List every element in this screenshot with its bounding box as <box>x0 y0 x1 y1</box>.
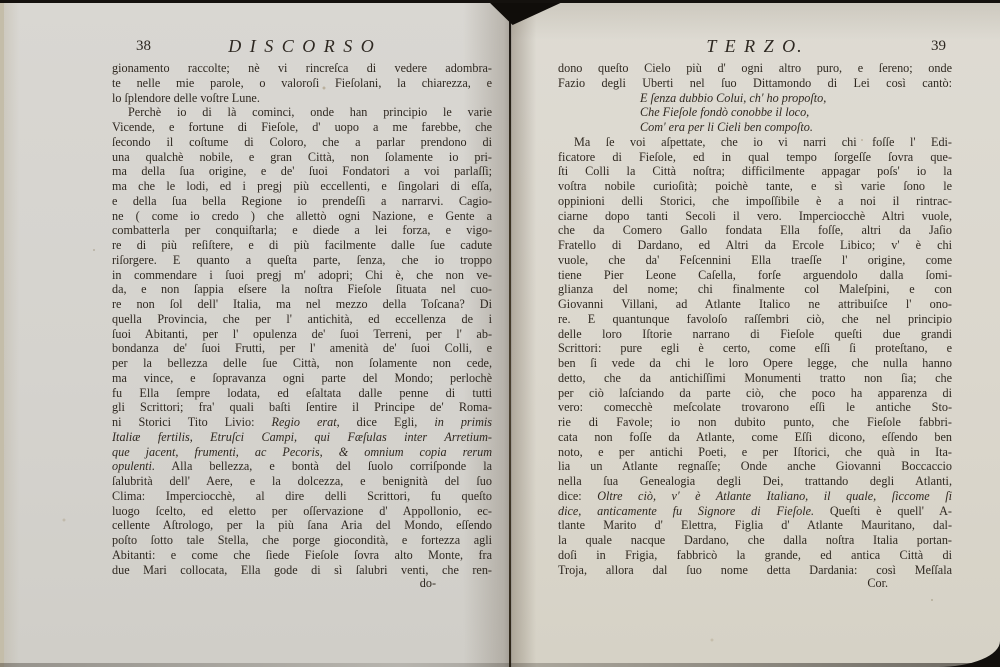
text-line: opulenti. Alla bellezza, e bontà del ſuolo corriſponde la <box>112 459 492 474</box>
text-line: gli Scrittori; fra' quali baſti ſentire il Principe de' Roma- <box>112 400 492 415</box>
catchword-right-row <box>558 576 952 592</box>
catchword-left-row <box>112 576 492 592</box>
text-line: ne ( come io credo ) che allettò ogni Nazione, e Gente a <box>112 208 492 223</box>
text-line: due Mari collocata, Ella gode di sì ſalubri venti, che ren- <box>112 562 492 577</box>
text-line: e della ſua bella Regione io prendeſſi a narrarvi. Cagio- <box>112 193 492 208</box>
text-line: Fratello di Dardano, ed Altri da Ercole Libico; v' è chi <box>558 238 952 252</box>
text-line: dice: Oltre ciò, v' è Atlante Italiano, il quale, ſiccome ſi <box>558 488 952 503</box>
text-line: fu Ella ſempre lodata, ed eſaltata dalle penne di tutti <box>112 385 492 400</box>
text-line: dice, anticamente fu Signore di Fieſole. Queſti è quell' A- <box>558 503 952 518</box>
text-line: glianza del nome; chi finalmente col Maleſpini, e con <box>558 282 952 297</box>
text-line: ma vince, e ſopravanza ogni parte del Mondo; perlochè <box>112 370 492 385</box>
text-line: per la bellezza delle ſue Città, non ſolamente non cede, <box>112 356 492 370</box>
text-line: Italiæ fertilis, Etruſci Campi, qui Fæſulas inter Arretium- <box>112 429 492 444</box>
text-line: ficatore di Fieſole, ed in qual tempo ſorgeſſe ſovra que- <box>558 149 952 164</box>
catchword-left: do- <box>419 576 436 590</box>
text-line: re non ſol dell' Italia, ma nel mezzo della Toſcana? Di <box>112 297 492 311</box>
text-line: Ma ſe voi aſpettate, che io vi narri chi foſſe l' Edi- <box>574 134 952 149</box>
text-line: cata non foſſe da Atlante, come Eſſi dicono, eſſendo ben <box>558 429 952 444</box>
catchword-right: Cor. <box>867 576 888 590</box>
text-line: delle loro Iſtorie narrano di Fieſole queſti due grandi <box>558 326 952 341</box>
text-line: rie di Favole; io non dubito punto, che Fieſole fabbri- <box>558 415 952 429</box>
text-line: Scrittori: pure egli è certo, come eſſi ſi proteſtano, e <box>558 341 952 356</box>
left-page-body <box>112 61 492 577</box>
left-page-header <box>112 36 492 58</box>
text-line: bondanza de' ſuoi Frutti, per l' amenità de' ſuoi Colli, e <box>112 341 492 356</box>
text-line: quella Provincia, che per l' antichità, ed eccellenza de i <box>112 311 492 326</box>
text-line: Clima: Imperciocchè, al dire delli Scrittori, fu queſto <box>112 488 492 503</box>
text-line: Giovanni Villani, ad Atlante Italico ne attribuiſce l' ono- <box>558 297 952 311</box>
text-line: vero: comecchè meſcolate trovarono eſſi le antiche Sto- <box>558 400 952 415</box>
text-line: in commendare i ſuoi pregj m' adopri; Chi è, che non ve- <box>112 267 492 282</box>
text-line: Fazio degli Uberti nel ſuo Dittamondo di Lei così cantò: <box>558 75 952 90</box>
text-line: Che Fieſole fondò conobbe il loco, <box>640 105 810 120</box>
text-line: noto, e per antichi Poeti, e per Iſtorici, che quà in Ita- <box>558 444 952 459</box>
text-line: detto, che da antichiſſimi Monumenti tratto non ſia; che <box>558 370 952 385</box>
page-number-left: 38 <box>136 38 151 54</box>
text-line: riſorgere. E quanto a queſta parte, ſenza, che io troppo <box>112 252 492 267</box>
text-line: lia un Atlante regnaſſe; Onde anche Giovanni Boccaccio <box>558 459 952 474</box>
text-line: ben ſi vede da chi le loro Opere legge, che nulla hanno <box>558 356 952 370</box>
text-line: Troja, allora dal ſuo nome detta Dardania: così Meſſala <box>558 562 952 577</box>
text-line: Perchè io di là cominci, onde han principio le varie <box>128 105 492 120</box>
text-line: cellente Aſtrologo, per la più ſana Aria del Mondo, eſſendo <box>112 518 492 533</box>
text-line: ſti Colli la Città noſtra; difficilmente appagar poſs' io la <box>558 164 952 179</box>
text-line: che da Comero Gallo fondata Ella foſſe, altri da Jaſio <box>558 223 952 238</box>
scan-top-edge <box>0 0 1000 3</box>
text-line: doſi in Frigia, fabbricò la grande, ed antica Città di <box>558 547 952 562</box>
text-line: la quale nacque Dardano, che dalla noſtra Italia portan- <box>558 533 952 547</box>
text-line: Abitanti: e come che ſiede Fieſole ſovra alto Monte, fra <box>112 547 492 562</box>
text-line: E ſenza dubbio Colui, ch' ho propoſto, <box>640 90 827 105</box>
text-line: una qualchè nobile, e gran Città, non ſolamente io pri- <box>112 149 492 164</box>
scan-bottom-edge <box>0 663 1000 667</box>
text-line: ciarne dopo tanti Secoli il vero. Imperciocchè Altri vuole, <box>558 208 952 223</box>
book-spine-crease <box>509 0 511 667</box>
page-number-right: 39 <box>931 38 946 54</box>
text-line: ma della ſua origine, e de' ſuoi Fondatori a voi parlaſſi; <box>112 164 492 179</box>
text-line: dono queſto Cielo più d' ogni altro puro, e ſereno; onde <box>558 61 952 75</box>
right-page-body <box>558 61 952 577</box>
text-line: gionamento raccolte; nè vi rincreſca di vedere adombra- <box>112 61 492 75</box>
right-page-header <box>558 36 952 58</box>
text-line: que jacent, frumenti, ac Pecoris, & omnium copia rerum <box>112 444 492 459</box>
text-line: per ciò laſciando da parte ciò, che poco ha apparenza di <box>558 385 952 400</box>
text-line: tlante Marito d' Elettra, Figlia d' Atlante Mauritano, dal- <box>558 518 952 533</box>
text-line: nella ſua Genealogia degli Dei, trattando degli Atlanti, <box>558 474 952 488</box>
text-line: ſuoi Abitanti, per l' opulenza de' ſuoi Terreni, per l' ab- <box>112 326 492 341</box>
text-line: tiene Pier Leone Caſella, forſe arguendolo dalla ſomi- <box>558 267 952 282</box>
text-line: Com' era per li Cieli ben compoſto. <box>640 120 813 134</box>
text-line: lo ſplendore delle voſtre Lune. <box>112 90 260 105</box>
text-line: ſecondo il coſtume di Coloro, che a parlar prendono di <box>112 134 492 149</box>
text-line: combatterla per conquiſtarla; e diede a lei forza, e vigo- <box>112 223 492 238</box>
text-line: da, e non ſappia eſsere la noſtra Fieſole ſituata nel cuo- <box>112 282 492 297</box>
text-line: ni Storici Tito Livio: Regio erat, dice Egli, in primis <box>112 415 492 429</box>
text-line: poſto ſotto tale Stella, che porge giocondità, e fortezza agli <box>112 533 492 547</box>
text-line: luogo ſcelto, ed eletto per oſſervazione d' Appollonio, ec- <box>112 503 492 518</box>
text-line: ſalubrità dell' Aere, e la dolcezza, e benignità del ſuo <box>112 474 492 488</box>
right-page <box>512 0 1000 667</box>
text-line: te nelle mie parole, o valoroſi Fieſolani, la chiarezza, e <box>112 75 492 90</box>
text-line: ma che le lodi, ed i pregj più eccellenti, e ſingolari di eſſa, <box>112 179 492 193</box>
running-title-right: T E R Z O. <box>706 36 804 56</box>
text-line: vuole, che da' Feſcennini Ella traeſſe l' origine, come <box>558 252 952 267</box>
text-line: re di più reſiſtere, e di più facilmente dalle ſue cadute <box>112 238 492 252</box>
text-line: oppinioni delli Storici, che impoſſibile è a noi il rintrac- <box>558 193 952 208</box>
text-line: re. E quantunque favoloſo raſſembri ciò, che nel principio <box>558 311 952 326</box>
text-line: voſtra nobile curioſità; poichè tante, e sì varie ſono le <box>558 179 952 193</box>
text-line: Vicende, e fortune di Fieſole, d' uopo a me farebbe, che <box>112 120 492 134</box>
running-title-left: D I S C O R S O <box>228 36 376 56</box>
